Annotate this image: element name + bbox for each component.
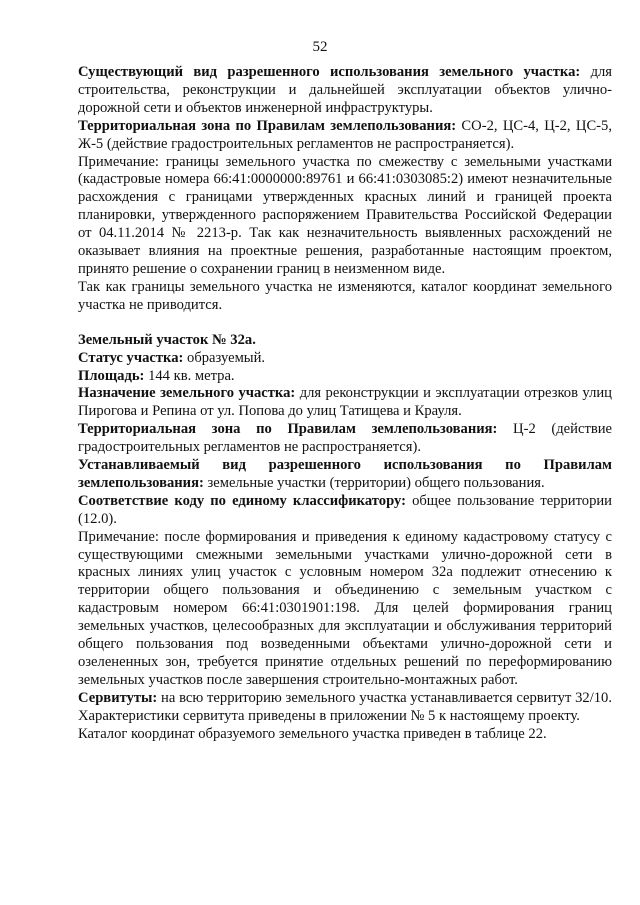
territorial-zone-text: СО-2, ЦС-4, Ц-2, ЦС-5, Ж-5 (действие градостроительных регламентов не распространяется).: [78, 117, 612, 152]
plot-title: Земельный участок № 32а.: [78, 331, 256, 348]
classifier-value: общее пользование территории (12.0).: [78, 492, 612, 527]
plot-note-paragraph: Примечание: после формирования и приведения к единому кадастровому статусу с существующими смежными земельными участками улично-дорожной сети в красных линиях улиц участок с условным номером 32а подлежит отнесению к территории общего пользования и объединению с земельным участком с кадастровым номером 66:41:0301901:198. Для целей формирования границ земельных участков, целесообразных для эксплуатации и обслуживания территорий общего пользования под возведенными объектами улично-дорожной сети и озелененных зон, требуется принятие отдельных решений по переформированию земельных участков после завершения строительно-монтажных работ.: [78, 528, 612, 688]
catalog-paragraph: Каталог координат образуемого земельного участка приведен в таблице 22.: [78, 725, 547, 742]
status-label: Статус участка:: [78, 349, 184, 366]
existing-use-label: Существующий вид разрешенного использования земельного участка:: [78, 64, 581, 80]
area-paragraph: [78, 368, 612, 386]
area-value: 144 кв. метра.: [144, 367, 235, 384]
status-value: образуемый.: [183, 349, 266, 366]
purpose-label: Назначение земельного участка:: [78, 385, 296, 402]
servitude-label: Сервитуты:: [78, 689, 158, 706]
existing-use-paragraph: [78, 64, 612, 118]
zone-value: Ц-2 (действие градостроительных регламентов не распространяется).: [78, 421, 612, 456]
zone-paragraph: [78, 421, 612, 457]
territorial-zone-label: Территориальная зона по Правилам землепользования:: [78, 117, 457, 134]
permitted-use-label: Устанавливаемый вид разрешенного использования по Правилам землепользования:: [78, 457, 612, 491]
permitted-use-value: земельные участки (территории) общего пользования.: [203, 474, 545, 491]
classifier-label: Соответствие коду по единому классификатору:: [78, 492, 406, 509]
area-label: Площадь:: [78, 367, 145, 384]
note-paragraph: Примечание: границы земельного участка по смежеству с земельными участками (кадастровые номера 66:41:0000000:89761 и 66:41:0303085:2) имеют незначительные расхождения с границами утвержденных красных линий и границей проекта планировки, утвержденного распоряжением Правительства Российской Федерации от 04.11.2014 № 2213-р. Так как незначительность выявленных расхождений не оказывает влияния на проектные решения, разработанные настоящим проектом, принято решение о сохранении границ в неизменном виде.: [78, 153, 612, 277]
page-number: 52: [312, 39, 328, 55]
servitude-value: на всю территорию земельного участка устанавливается сервитут 32/10. Характеристики сервитута приведены в приложении № 5 к настоящему проекту.: [78, 689, 612, 724]
catalog-not-given-paragraph: Так как границы земельного участка не изменяются, каталог координат земельного участка не приводится.: [78, 278, 612, 313]
existing-use-text: для строительства, реконструкции и дальнейшей эксплуатации объектов улично-дорожной сети и объектов инженерной инфраструктуры.: [78, 64, 612, 116]
permitted-use-paragraph: [78, 457, 612, 493]
classifier-paragraph: [78, 493, 612, 529]
status-paragraph: [78, 350, 612, 368]
purpose-value: для реконструкции и эксплуатации отрезков улиц Пирогова и Репина от ул. Попова до улиц Татищева и Крауля.: [78, 385, 612, 420]
territorial-zone-paragraph: [78, 118, 612, 154]
zone-label: Территориальная зона по Правилам землепользования:: [78, 421, 498, 438]
purpose-paragraph: [78, 385, 612, 421]
servitude-paragraph: [78, 690, 612, 726]
document-body: [78, 64, 612, 744]
